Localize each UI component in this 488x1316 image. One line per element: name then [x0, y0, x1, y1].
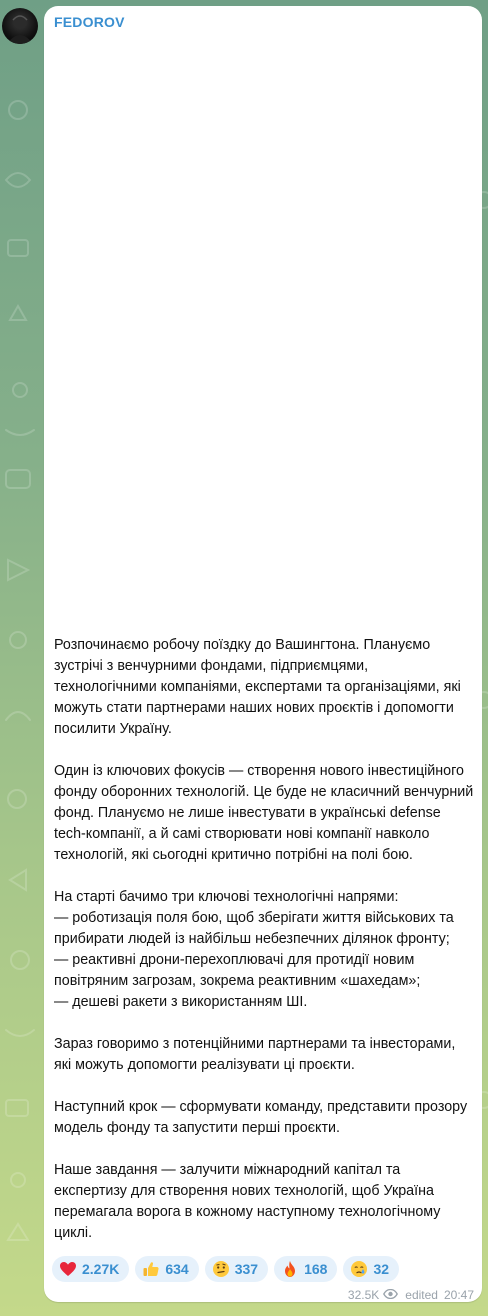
reaction-thumbs-up[interactable]	[135, 1256, 198, 1282]
message-meta	[348, 1288, 474, 1302]
thumbs-up-icon	[142, 1260, 160, 1278]
reaction-count: 2.27K	[82, 1261, 120, 1277]
channel-author-name[interactable]: FEDOROV	[54, 14, 125, 30]
thinking-face-icon	[212, 1260, 230, 1278]
reaction-fire[interactable]	[274, 1256, 337, 1282]
reaction-count: 32	[373, 1261, 390, 1277]
post-text	[54, 635, 474, 1244]
reaction-heart[interactable]	[52, 1256, 129, 1282]
reaction-count: 337	[234, 1261, 259, 1277]
heart-icon	[59, 1260, 77, 1278]
views-count: 32.5K	[347, 1288, 380, 1302]
post-media-placeholder[interactable]	[44, 36, 482, 626]
post-paragraph: На старті бачимо три ключові технологічні напрями: — роботизація поля бою, щоб зберігати життя військових та прибирати людей із найбільш небезпечних ділянок фронту; — реактивні дрони-перехоплювачі для протидії новим повітряним загрозам, зокрема реактивним «шахедам»; — дешеві ракети з використанням ШІ.	[54, 889, 454, 1010]
reaction-crying[interactable]	[343, 1256, 399, 1282]
reactions-bar	[52, 1256, 399, 1282]
channel-avatar[interactable]	[2, 8, 38, 44]
message-bubble	[44, 6, 482, 1302]
crying-face-icon	[350, 1260, 368, 1278]
post-paragraph: Наступний крок — сформувати команду, представити прозору модель фонду та запустити перші проєкти.	[54, 1099, 468, 1136]
reaction-thinking[interactable]	[205, 1256, 268, 1282]
avatar-silhouette-icon	[2, 8, 38, 44]
eye-icon	[383, 1288, 398, 1302]
fire-icon	[281, 1260, 299, 1278]
reaction-count: 634	[165, 1261, 189, 1277]
post-paragraph: Один із ключових фокусів — створення нового інвестиційного фонду оборонних технологій. Це буде не класичний венчурний фонд. Плануємо не лише інвестувати в українські defense tech-компанії, а й самі створювати нові компанії навколо технологій, які сьогодні критично потрібні на полі бою.	[54, 763, 474, 863]
reaction-count: 168	[304, 1261, 328, 1277]
post-paragraph: Наше завдання — залучити міжнародний капітал та експертизу для створення нових технологій, щоб Україна перемагала ворога в кожному наступному технологічному циклі.	[54, 1162, 441, 1241]
post-paragraph: Зараз говоримо з потенційними партнерами та інвесторами, які можуть допомогти реалізувати ці проєкти.	[54, 1036, 456, 1073]
post-paragraph: Розпочинаємо робочу поїздку до Вашингтона. Плануємо зустрічі з венчурними фондами, підприємцями, технологічними компаніями, експертами та організаціями, які можуть стати партнерами наших нових проєктів і допомогти посилити Україну.	[54, 637, 461, 737]
message-time: 20:47	[443, 1288, 474, 1302]
edited-label: edited	[405, 1288, 438, 1302]
